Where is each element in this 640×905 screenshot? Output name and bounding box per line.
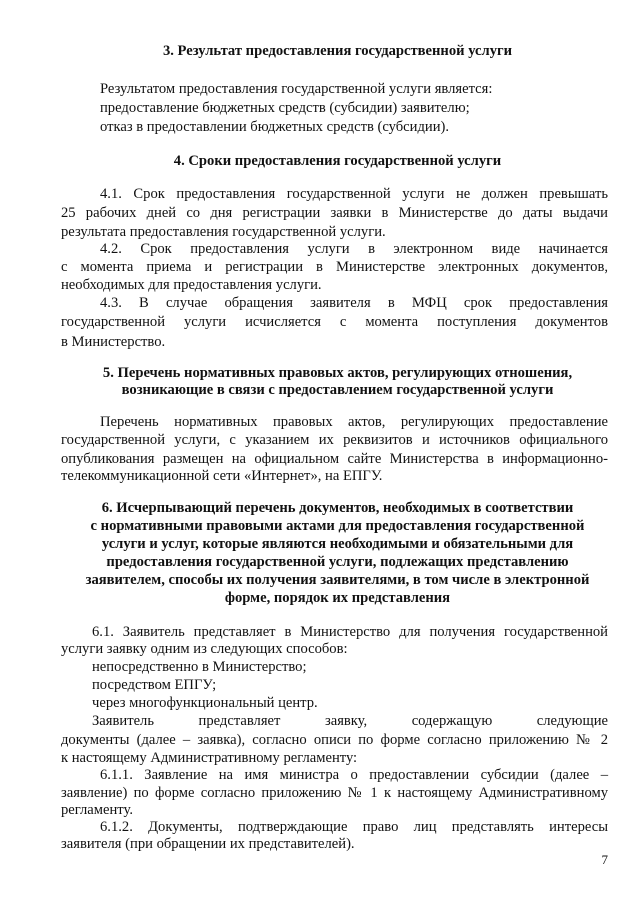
section-5-heading-line-2: возникающие в связи с предоставлением государственной услуги [121, 382, 554, 398]
section-6-line-5: через многофункциональный центр. [92, 695, 318, 711]
section-4-heading: 4. Сроки предоставления государственной услуги [173, 153, 502, 169]
section-5-heading-line-1: 5. Перечень нормативных правовых актов, регулирующих отношения, [102, 365, 573, 381]
section-5-line-2: государственной услуги, с указанием их реквизитов и источников официального [61, 432, 608, 448]
section-6-line-4: посредством ЕПГУ; [92, 677, 217, 693]
section-6-line-6: Заявитель представляет заявку, содержащую следующие [92, 713, 608, 729]
section-6-heading-line-3: услуги и услуг, которые являются необходимыми и обязательными для [101, 536, 574, 552]
section-4-line-4: 4.2. Срок предоставления услуги в электронном виде начинается [100, 241, 608, 257]
section-5-line-4: телекоммуникационной сети «Интернет», на ЕПГУ. [61, 468, 383, 484]
section-6-line-1: 6.1. Заявитель представляет в Министерство для получения государственной [92, 624, 608, 640]
section-6-line-11: регламенту. [61, 802, 133, 818]
section-3-heading: 3. Результат предоставления государственной услуги [162, 43, 513, 59]
section-4-line-7: 4.3. В случае обращения заявителя в МФЦ срок предоставления [100, 295, 608, 311]
section-6-heading-line-1: 6. Исчерпывающий перечень документов, необходимых в соответствии [101, 500, 574, 516]
section-4-line-1: 4.1. Срок предоставления государственной услуги не должен превышать [100, 186, 608, 202]
section-6-line-2: услуги заявку одним из следующих способов: [61, 641, 348, 657]
section-3-line-2: предоставление бюджетных средств (субсидии) заявителю; [100, 100, 470, 116]
page-number: 7 [601, 852, 608, 867]
section-6-heading-line-6: форме, порядок их представления [224, 590, 451, 606]
section-6-line-9: 6.1.1. Заявление на имя министра о предоставлении субсидии (далее – [100, 767, 608, 783]
section-6-heading-line-2: с нормативными правовыми актами для предоставления государственной [90, 518, 585, 534]
section-6-line-7: документы (далее – заявка), согласно описи по форме согласно приложению № 2 [61, 732, 608, 748]
section-6-line-3: непосредственно в Министерство; [92, 659, 307, 675]
section-4-line-6: необходимых для предоставления услуги. [61, 277, 322, 293]
section-4-line-9: в Министерство. [61, 334, 166, 350]
section-6-line-8: к настоящему Административному регламенту: [61, 750, 358, 766]
section-6-heading-line-4: предоставления государственной услуги, подлежащих представлению [106, 554, 569, 570]
section-6-line-10: заявление) по форме согласно приложению № 1 к настоящему Административному [61, 785, 608, 801]
section-6-heading-line-5: заявителем, способы их получения заявителями, в том числе в электронной [85, 572, 590, 588]
section-5-line-3: опубликования размещен на официальном сайте Министерства в информационно- [61, 451, 608, 467]
section-6-line-13: заявителя (при обращении их представителей). [61, 836, 355, 852]
section-5-line-1: Перечень нормативных правовых актов, регулирующих предоставление [100, 414, 608, 430]
section-6-line-12: 6.1.2. Документы, подтверждающие право лиц представлять интересы [100, 819, 608, 835]
section-4-line-8: государственной услуги исчисляется с момента поступления документов [61, 314, 608, 330]
section-3-line-1: Результатом предоставления государственной услуги является: [100, 81, 493, 97]
section-4-line-2: 25 рабочих дней со дня регистрации заявки в Министерстве до даты выдачи [61, 205, 608, 221]
section-4-line-3: результата предоставления государственной услуги. [61, 224, 386, 240]
section-3-line-3: отказ в предоставлении бюджетных средств (субсидии). [100, 119, 450, 135]
section-4-line-5: с момента приема и регистрации в Министерстве электронных документов, [61, 259, 608, 275]
